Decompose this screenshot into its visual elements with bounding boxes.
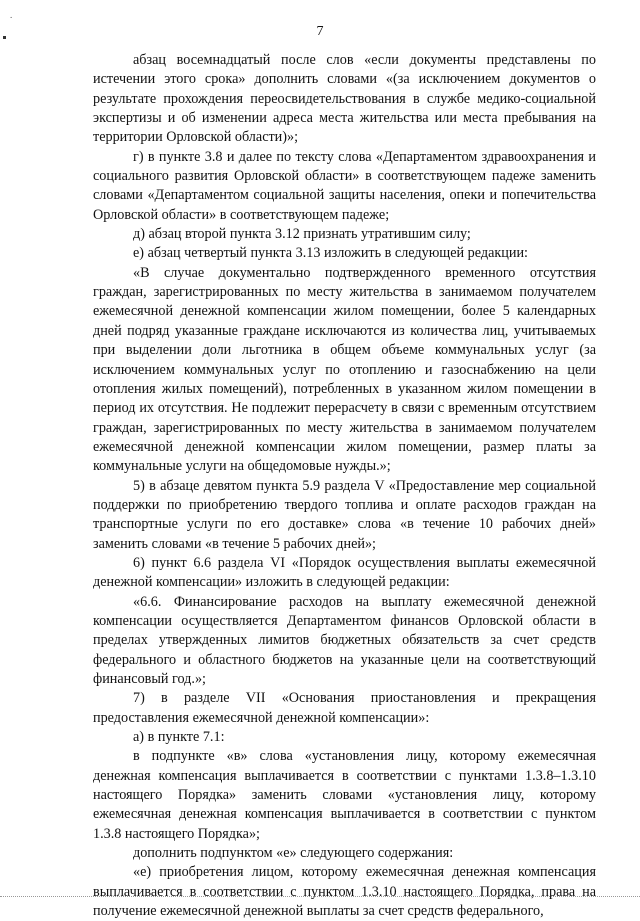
paragraph-item-e: е) абзац четвертый пункта 3.13 изложить в следующей редакции:	[133, 245, 528, 262]
paragraph-item-g: г) в пункте 3.8 и далее по тексту слова «Департаментом здравоохранения и социального развития Орловской области» в соответствующем падеже заменить словами «Департаментом социальной защиты населения, опеки и попечительства Орловской области» в соответствующем падеже;	[93, 148, 596, 223]
paragraph-quote-6-6: «6.6. Финансирование расходов на выплату ежемесячной денежной компенсации осуществляется Департаментом финансов Орловской области в пределах утвержденных лимитов бюджетных обязательств за счет средств федерального и областного бюджетов на указанные цели на соответствующий финансовый год.»;	[93, 593, 596, 687]
corner-mark: .	[10, 10, 13, 20]
page-number: 7	[316, 24, 324, 39]
paragraph-item-5: 5) в абзаце девятом пункта 5.9 раздела V «Предоставление мер социальной поддержки по приобретению твердого топлива и оплате расходов граждан на транспортные услуги по его доставке» слова «в течение 10 рабочих дней» заменить словами «в течение 5 рабочих дней»;	[93, 477, 596, 552]
paragraph-add-subitem-e: дополнить подпунктом «е» следующего содержания:	[133, 845, 454, 862]
paragraph-item-a: а) в пункте 7.1:	[133, 729, 225, 746]
paragraph-item-6: 6) пункт 6.6 раздела VI «Порядок осуществления выплаты ежемесячной денежной компенсации» изложить в следующей редакции:	[93, 554, 596, 591]
document-body	[93, 51, 596, 921]
paragraph-quote-absence: «В случае документально подтвержденного временного отсутствия граждан, зарегистрированных по месту жительства в занимаемом получателем ежемесячной денежной компенсации жилом помещении, более 5 календарных дней подряд указанные граждане исключаются из количества лиц, учитываемых при выделении доли льготника в общем объеме коммунальных услуг (за исключением коммунальных услуг по отоплению и газоснабжению на цели отопления жилых помещений), потребленных в указанном жилом помещении в период их отсутствия. Не подлежит перерасчету в связи с временным отсутствием граждан, зарегистрированных по месту жительства в занимаемом получателем ежемесячной денежной компенсации жилом помещении, размер платы за коммунальные услуги на общедомовые нужды.»;	[93, 264, 596, 475]
paragraph-item-d: д) абзац второй пункта 3.12 признать утратившим силу;	[133, 226, 471, 243]
bottom-scan-edge	[0, 896, 640, 897]
paragraph-subitem-v: в подпункте «в» слова «установления лицу, которому ежемесячная денежная компенсация выплачивается в соответствии с пунктами 1.3.8–1.3.10 настоящего Порядка» заменить словами «установления лицу, которому ежемесячная денежная компенсация выплачивается в соответствии с пунктом 1.3.8 настоящего Порядка»;	[93, 748, 596, 842]
paragraph-item-7: 7) в разделе VII «Основания приостановления и прекращения предоставления ежемесячной денежной компенсации»:	[93, 690, 596, 726]
paragraph-abzac-18: абзац восемнадцатый после слов «если документы представлены по истечении этого срока» дополнить словами «(за исключением документов о результате прохождения переосвидетельствования в службе медико-социальной экспертизы и об изменении адреса места жительства или места пребывания на территории Орловской области)»;	[93, 52, 596, 146]
paragraph-quote-subitem-e: «е) приобретения лицом, которому ежемесячная денежная компенсация выплачивается в соответствии с пунктом 1.3.10 настоящего Порядка, права на получение ежемесячной денежной выплаты за счет средств федерального,	[93, 864, 596, 920]
